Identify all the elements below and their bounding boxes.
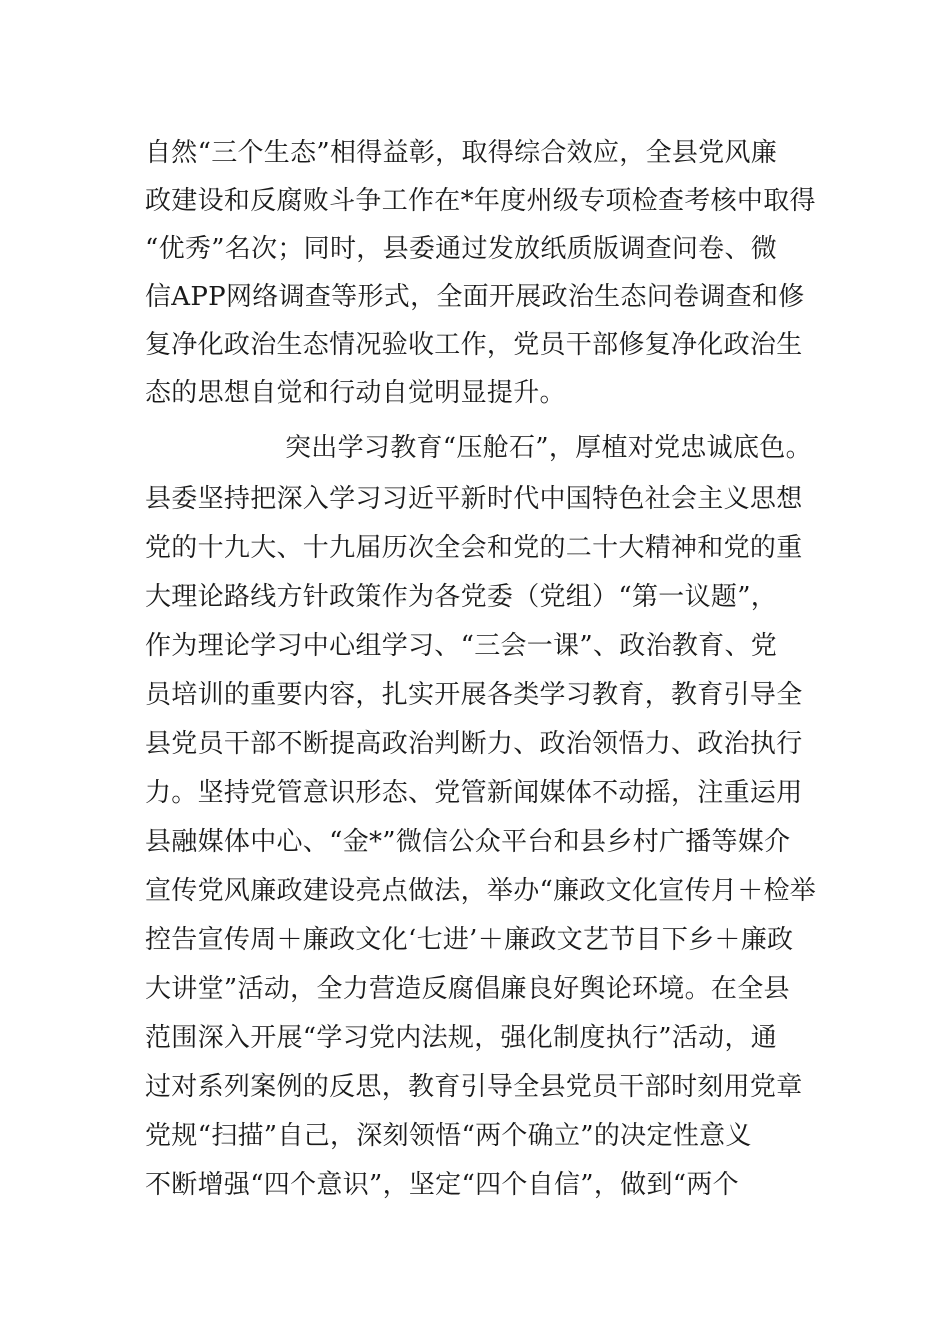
- text-line: 县委坚持把深入学习习近平新时代中国特色社会主义思想: [145, 484, 803, 514]
- text-line: 态的思想自觉和行动自觉明显提升。: [145, 378, 566, 408]
- text-line: 政建设和反腐败斗争工作在*年度州级专项检查考核中取得: [145, 186, 816, 216]
- text-line: 不断增强“四个意识”，坚定“四个自信”，做到“两个: [145, 1170, 739, 1200]
- text-line: 宣传党风廉政建设亮点做法，举办“廉政文化宣传月＋检举: [145, 876, 817, 906]
- text-line: 县党员干部不断提高政治判断力、政治领悟力、政治执行: [145, 729, 803, 759]
- text-line: 复净化政治生态情况验收工作，党员干部修复净化政治生: [145, 330, 803, 360]
- text-line: 大讲堂”活动，全力营造反腐倡廉良好舆论环境。在全县: [145, 974, 790, 1004]
- text-line: 控告宣传周＋廉政文化‘七进’＋廉政文艺节目下乡＋廉政: [145, 925, 794, 955]
- text-line: 党的十九大、十九届历次全会和党的二十大精神和党的重: [145, 533, 803, 563]
- text-line: 作为理论学习中心组学习、“三会一课”、政治教育、党: [145, 631, 778, 661]
- text-line: 员培训的重要内容，扎实开展各类学习教育，教育引导全: [145, 680, 803, 710]
- text-line: 大理论路线方针政策作为各党委（党组）“第一议题”，: [145, 582, 778, 612]
- text-line: 县融媒体中心、“金*”微信公众平台和县乡村广播等媒介: [145, 827, 791, 857]
- text-line: 党规“扫描”自己，深刻领悟“两个确立”的决定性意义: [145, 1121, 752, 1151]
- text-line: 过对系列案例的反思，教育引导全县党员干部时刻用党章: [145, 1072, 803, 1102]
- text-line: 范围深入开展“学习党内法规，强化制度执行”活动，通: [145, 1023, 778, 1053]
- text-line: 力。坚持党管意识形态、党管新闻媒体不动摇，注重运用: [145, 778, 803, 808]
- text-line: 信APP网络调查等形式，全面开展政治生态问卷调查和修: [145, 282, 805, 312]
- text-line: 自然“三个生态”相得益彰，取得综合效应，全县党风廉: [145, 138, 778, 168]
- section-heading: 突出学习教育“压舱石”，厚植对党忠诚底色。: [285, 433, 812, 463]
- text-line: “优秀”名次；同时，县委通过发放纸质版调查问卷、微: [145, 234, 778, 264]
